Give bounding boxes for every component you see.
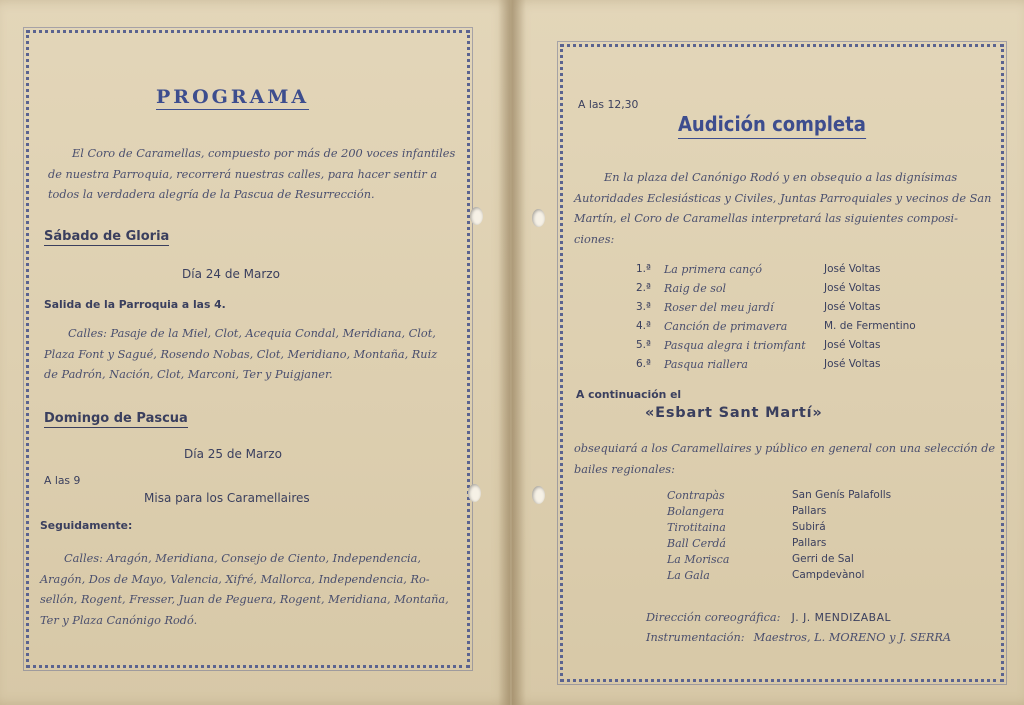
dance-name: La Gala <box>667 569 710 582</box>
song-composer: M. de Fermentino <box>824 320 916 332</box>
instrumentation-label: Instrumentación: <box>646 631 745 644</box>
intro-line: de nuestra Parroquia, recorrerá nuestras calles, para hacer sentir a <box>48 167 438 181</box>
direction-line <box>646 606 891 625</box>
punch-hole <box>532 209 545 227</box>
song-composer: José Voltas <box>824 358 881 370</box>
audition-intro <box>574 168 992 250</box>
dance-name: Contrapàs <box>667 489 725 502</box>
offer-line: bailes regionales: <box>574 462 675 476</box>
song-number: 6.ª <box>636 358 651 370</box>
intro-line: ciones: <box>574 232 615 246</box>
dance-author: Gerri de Sal <box>792 553 854 565</box>
page-gutter <box>498 0 526 705</box>
direction-label: Dirección coreográfica: <box>646 611 781 624</box>
song-title: Raig de sol <box>664 282 726 295</box>
song-title: Pasqua riallera <box>664 358 748 371</box>
esbart-title: «Esbart Sant Martí» <box>645 405 823 421</box>
dance-author: Pallars <box>792 505 827 517</box>
street-line: sellón, Rogent, Fresser, Juan de Peguera, Rogent, Meridiana, Montaña, <box>40 593 449 606</box>
song-number: 3.ª <box>636 301 651 313</box>
intro-line: Autoridades Eclesiásticas y Civiles, Juntas Parroquiales y vecinos de San <box>574 191 992 205</box>
saturday-departure: Salida de la Parroquia a las 4. <box>44 298 226 311</box>
dance-name: Ball Cerdá <box>667 537 726 550</box>
dance-author: San Genís Palafolls <box>792 489 892 501</box>
intro-line: El Coro de Caramellas, compuesto por más de 200 voces infantiles <box>72 147 456 160</box>
intro-line: En la plaza del Canónigo Rodó y en obsequio a las dignísimas <box>604 171 958 184</box>
song-number: 5.ª <box>636 339 651 351</box>
programa-title: PROGRAMA <box>156 86 310 108</box>
sunday-time: A las 9 <box>44 474 81 487</box>
right-decorative-border <box>560 44 1004 682</box>
song-title: Canción de primavera <box>664 320 788 333</box>
dance-author: Subirá <box>792 521 826 533</box>
sunday-mass: Misa para los Caramellaires <box>144 491 310 505</box>
audition-title: Audición completa <box>678 112 866 139</box>
saturday-heading: Sábado de Gloria <box>44 229 170 244</box>
song-title: Pasqua alegra i triomfant <box>664 339 806 352</box>
street-line: Plaza Font y Sagué, Rosendo Nobas, Clot, Meridiano, Montaña, Ruiz <box>44 347 438 361</box>
direction-name: J. J. MENDIZABAL <box>791 611 891 624</box>
street-line: de Padrón, Nación, Clot, Marconi, Ter y Puigjaner. <box>44 368 333 381</box>
street-line: Calles: Aragón, Meridiana, Consejo de Ciento, Independencia, <box>64 552 421 565</box>
audition-time: A las 12,30 <box>578 98 639 111</box>
sunday-then: Seguidamente: <box>40 519 133 532</box>
offer-line: obsequiará a los Caramellaires y público en general con una selección de <box>574 442 996 455</box>
dance-name: Bolangera <box>667 505 725 518</box>
song-composer: José Voltas <box>824 301 881 313</box>
instrumentation-line <box>646 626 951 645</box>
saturday-date: Día 24 de Marzo <box>182 267 280 281</box>
song-number: 2.ª <box>636 282 651 294</box>
song-composer: José Voltas <box>824 263 881 275</box>
street-line: Ter y Plaza Canónigo Rodó. <box>40 613 198 627</box>
offer-paragraph <box>574 439 996 480</box>
street-line: Calles: Pasaje de la Miel, Clot, Acequia Condal, Meridiana, Clot, <box>68 327 436 340</box>
dance-author: Campdevànol <box>792 569 865 581</box>
intro-line: todos la verdadera alegría de la Pascua de Resurrección. <box>48 188 375 201</box>
punch-hole <box>470 207 483 225</box>
intro-line: Martín, el Coro de Caramellas interpretará las siguientes composi- <box>574 212 958 225</box>
dance-author: Pallars <box>792 537 827 549</box>
continuation-text: A continuación el <box>576 388 682 401</box>
punch-hole <box>468 484 481 502</box>
sunday-streets <box>40 549 454 631</box>
song-composer: José Voltas <box>824 339 881 351</box>
instrumentation-names: Maestros, L. MORENO y J. SERRA <box>753 631 952 644</box>
song-title: Roser del meu jardí <box>664 301 774 314</box>
song-number: 4.ª <box>636 320 651 332</box>
song-composer: José Voltas <box>824 282 881 294</box>
intro-paragraph <box>48 144 456 206</box>
song-title: La primera cançó <box>664 263 763 276</box>
dance-name: Tirotitaina <box>667 521 726 534</box>
street-line: Aragón, Dos de Mayo, Valencia, Xifré, Mallorca, Independencia, Ro- <box>40 572 430 586</box>
saturday-streets <box>44 324 454 386</box>
punch-hole <box>532 486 545 504</box>
dance-name: La Morisca <box>667 553 730 566</box>
song-number: 1.ª <box>636 263 651 275</box>
sunday-date: Día 25 de Marzo <box>184 447 282 461</box>
sunday-heading: Domingo de Pascua <box>44 411 188 426</box>
